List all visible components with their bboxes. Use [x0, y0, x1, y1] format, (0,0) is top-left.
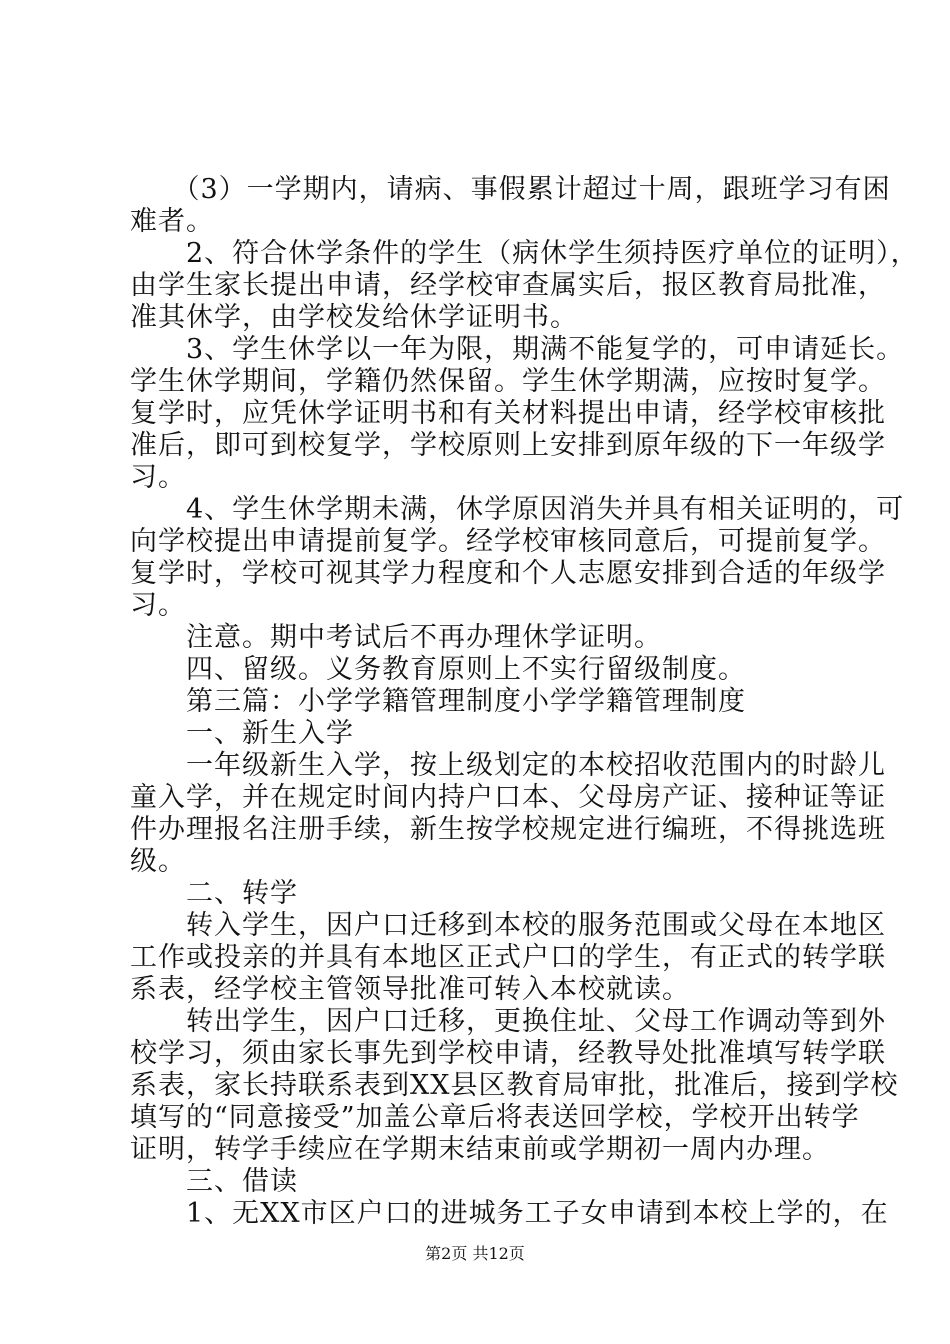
text-line: 系表，家长持联系表到XX县区教育局审批，批准后，接到学校: [130, 1070, 899, 1101]
subsection-heading: 三、借读: [130, 1166, 298, 1197]
text-line: 级。: [130, 846, 186, 877]
text-line: 向学校提出申请提前复学。经学校审核同意后，可提前复学。: [130, 526, 886, 557]
text-line: 3、学生休学以一年为限，期满不能复学的，可申请延长。: [130, 334, 905, 365]
text-line: 1、无XX市区户口的进城务工子女申请到本校上学的，在: [130, 1198, 889, 1229]
text-line: 填写的“同意接受”加盖公章后将表送回学校，学校开出转学: [130, 1102, 860, 1133]
text-line: 转入学生，因户口迁移到本校的服务范围或父母在本地区: [130, 910, 886, 941]
text-line: （3）一学期内，请病、事假累计超过十周，跟班学习有困: [130, 174, 891, 205]
document-body: [130, 174, 919, 1230]
text-line: 习。: [130, 462, 186, 493]
text-line: 由学生家长提出申请，经学校审查属实后，报区教育局批准，: [130, 270, 886, 301]
text-line: 准其休学，由学校发给休学证明书。: [130, 302, 578, 333]
page-number-footer: 第2页 共12页: [425, 1244, 525, 1263]
text-line: 注意。期中考试后不再办理休学证明。: [130, 622, 662, 653]
text-line: 四、留级。义务教育原则上不实行留级制度。: [130, 654, 746, 685]
subsection-heading: 一、新生入学: [130, 718, 354, 749]
text-line: 系表，经学校主管领导批准可转入本校就读。: [130, 974, 690, 1005]
text-line: 一年级新生入学，按上级划定的本校招收范围内的时龄儿: [130, 750, 886, 781]
text-line: 复学时，应凭休学证明书和有关材料提出申请，经学校审核批: [130, 398, 886, 429]
text-line: 童入学，并在规定时间内持户口本、父母房产证、接种证等证: [130, 782, 886, 813]
text-line: 证明，转学手续应在学期末结束前或学期初一周内办理。: [130, 1134, 830, 1165]
text-line: 难者。: [130, 206, 214, 237]
text-line: 转出学生，因户口迁移，更换住址、父母工作调动等到外: [130, 1006, 886, 1037]
text-line: 工作或投亲的并具有本地区正式户口的学生，有正式的转学联: [130, 942, 886, 973]
text-line: 校学习，须由家长事先到学校申请，经教导处批准填写转学联: [130, 1038, 886, 1069]
text-line: 准后，即可到校复学，学校原则上安排到原年级的下一年级学: [130, 430, 886, 461]
text-line: 习。: [130, 590, 186, 621]
section-heading: 第三篇：小学学籍管理制度小学学籍管理制度: [130, 686, 746, 717]
text-line: 2、符合休学条件的学生（病休学生须持医疗单位的证明），: [130, 238, 919, 269]
subsection-heading: 二、转学: [130, 878, 298, 909]
text-line: 学生休学期间，学籍仍然保留。学生休学期满，应按时复学。: [130, 366, 886, 397]
text-line: 4、学生休学期未满，休学原因消失并具有相关证明的，可: [130, 494, 905, 525]
text-line: 件办理报名注册手续，新生按学校规定进行编班，不得挑选班: [130, 814, 886, 845]
text-line: 复学时，学校可视其学力程度和个人志愿安排到合适的年级学: [130, 558, 886, 589]
